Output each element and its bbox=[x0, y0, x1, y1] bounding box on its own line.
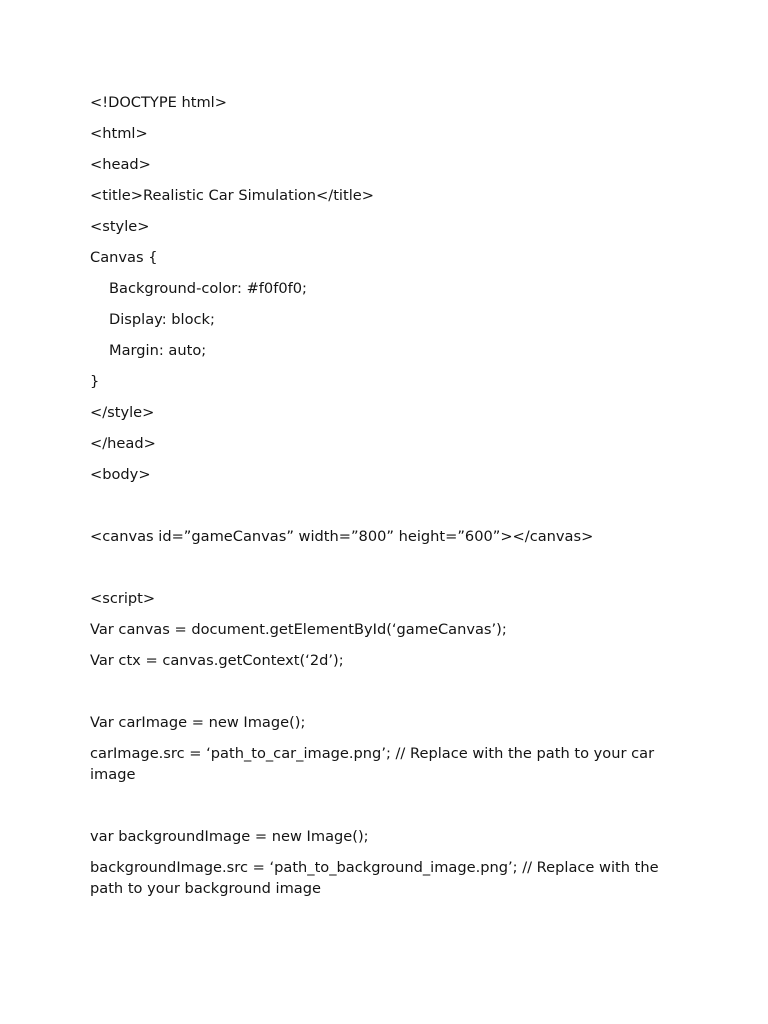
doc-line: } bbox=[90, 373, 100, 390]
doc-line: <body> bbox=[90, 466, 151, 483]
blank-line bbox=[90, 557, 690, 578]
blank-line bbox=[90, 795, 690, 816]
doc-line: <html> bbox=[90, 125, 148, 142]
doc-line: <style> bbox=[90, 218, 150, 235]
doc-line: backgroundImage.src = ‘path_to_background_image.png’; // Replace with the path to your background image bbox=[90, 859, 664, 897]
doc-line: </style> bbox=[90, 404, 155, 421]
doc-line: carImage.src = ‘path_to_car_image.png’; // Replace with the path to your car image bbox=[90, 745, 659, 783]
doc-line: Margin: auto; bbox=[109, 342, 207, 359]
doc-line: Var canvas = document.getElementById(‘gameCanvas’); bbox=[90, 621, 507, 638]
doc-line: Var carImage = new Image(); bbox=[90, 714, 306, 731]
doc-line: <script> bbox=[90, 590, 156, 607]
document-body bbox=[90, 92, 690, 909]
doc-line: <canvas id=”gameCanvas” width=”800” height=”600”></canvas> bbox=[90, 528, 594, 545]
doc-line: <title>Realistic Car Simulation</title> bbox=[90, 187, 374, 204]
doc-line: <head> bbox=[90, 156, 151, 173]
doc-line: var backgroundImage = new Image(); bbox=[90, 828, 369, 845]
blank-line bbox=[90, 495, 690, 516]
blank-line bbox=[90, 681, 690, 702]
doc-line: Display: block; bbox=[109, 311, 215, 328]
doc-line: </head> bbox=[90, 435, 156, 452]
doc-line: Background-color: #f0f0f0; bbox=[109, 280, 307, 297]
doc-line: <!DOCTYPE html> bbox=[90, 94, 227, 111]
doc-line: Canvas { bbox=[90, 249, 158, 266]
doc-line: Var ctx = canvas.getContext(‘2d’); bbox=[90, 652, 344, 669]
